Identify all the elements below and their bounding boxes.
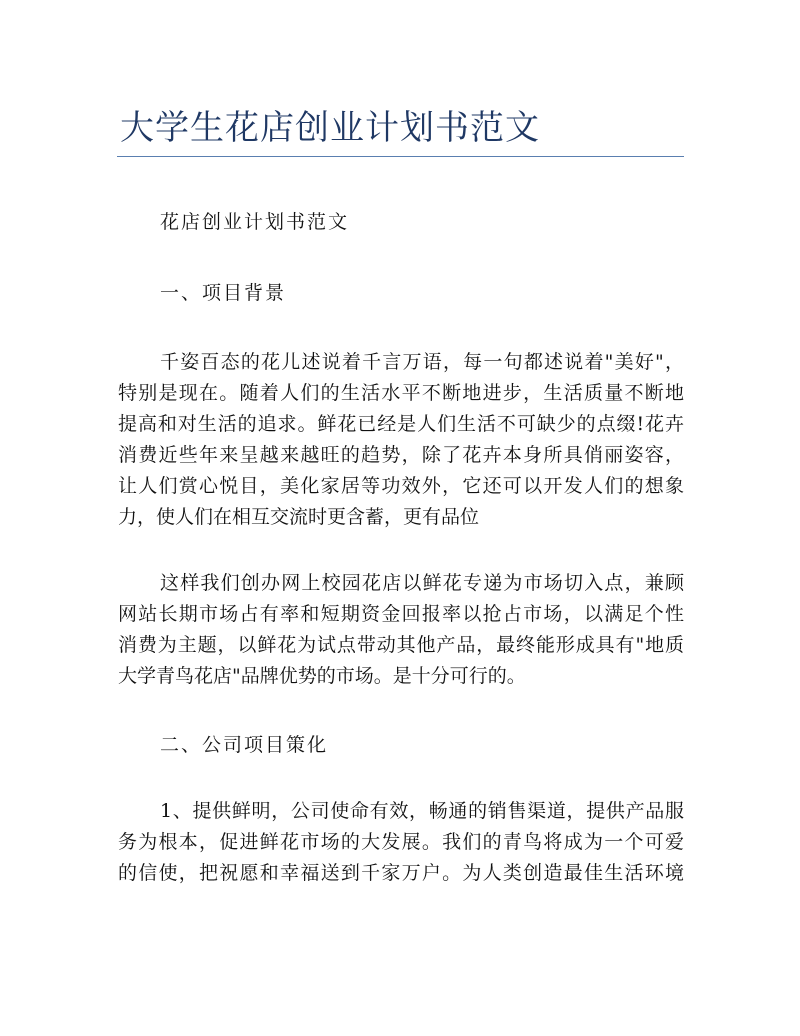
text-line: 消费为主题，以鲜花为试点带动其他产品，最终能形成具有"地质 xyxy=(118,634,684,656)
document-subtitle: 花店创业计划书范文 xyxy=(160,211,350,233)
text-line: 消费近些年来呈越来越旺的趋势，除了花卉本身所具俏丽姿容， xyxy=(118,444,684,466)
text-line: 大学青鸟花店"品牌优势的市场。是十分可行的。 xyxy=(118,665,526,687)
title-divider xyxy=(117,156,684,157)
text-line: 力，使人们在相互交流时更含蓄，更有品位 xyxy=(118,506,480,528)
text-line: 这样我们创办网上校园花店以鲜花专递为市场切入点，兼顾 xyxy=(160,572,684,594)
section-heading-planning: 二、公司项目策化 xyxy=(160,734,329,756)
text-line: 1、提供鲜明，公司使命有效，畅通的销售渠道，提供产品服 xyxy=(160,800,684,822)
paragraph-planning-1 xyxy=(118,796,684,889)
document-title: 大学生花店创业计划书范文 xyxy=(120,108,540,148)
text-line: 网站长期市场占有率和短期资金回报率以抢占市场，以满足个性 xyxy=(118,603,684,625)
section-heading-background: 一、项目背景 xyxy=(160,282,287,304)
text-line: 让人们赏心悦目，美化家居等功效外，它还可以开发人们的想象 xyxy=(118,475,684,497)
text-line: 务为根本，促进鲜花市场的大发展。我们的青鸟将成为一个可爱 xyxy=(118,831,684,853)
paragraph-background-1 xyxy=(118,347,684,533)
text-line: 的信使，把祝愿和幸福送到千家万户。为人类创造最佳生活环境 xyxy=(118,862,684,884)
text-line: 千姿百态的花儿述说着千言万语，每一句都述说着"美好"， xyxy=(160,351,684,373)
paragraph-background-2 xyxy=(118,568,684,692)
text-line: 提高和对生活的追求。鲜花已经是人们生活不可缺少的点缀!花卉 xyxy=(118,413,684,435)
text-line: 特别是现在。随着人们的生活水平不断地进步，生活质量不断地 xyxy=(118,382,684,404)
